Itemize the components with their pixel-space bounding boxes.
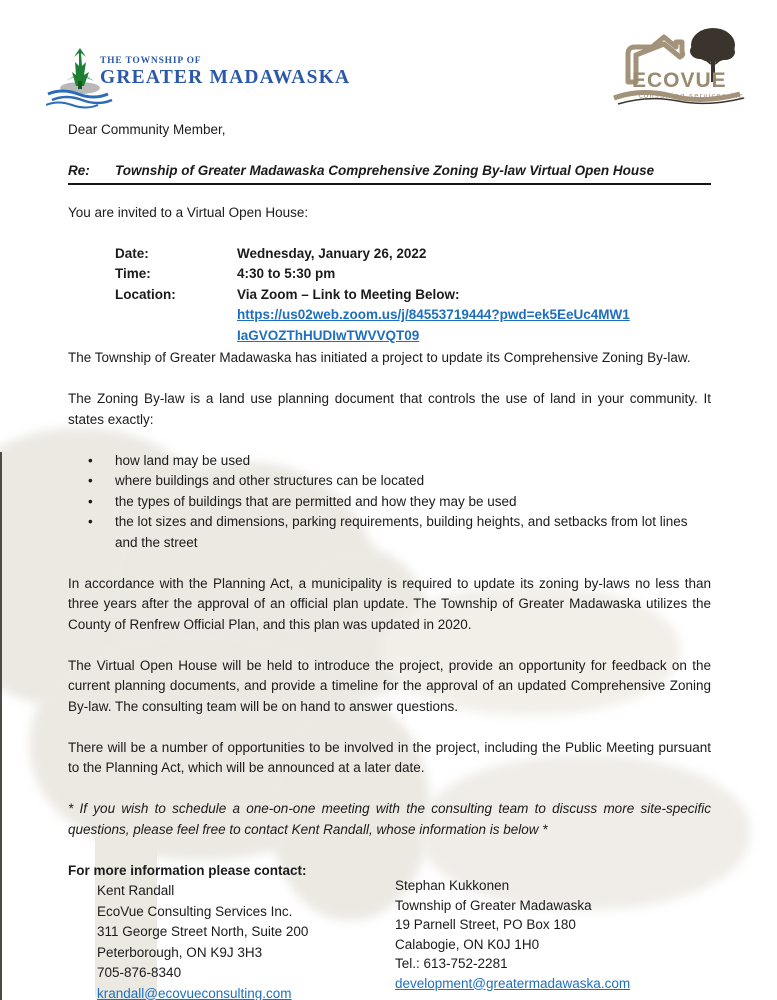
contact-heading: For more information please contact: <box>68 862 307 878</box>
letter-body <box>68 120 711 1000</box>
re-subject: Township of Greater Madawaska Comprehensive Zoning By-law Virtual Open House <box>115 163 655 178</box>
township-logo <box>46 48 351 110</box>
township-logo-line1: THE TOWNSHIP OF <box>100 56 202 66</box>
contact-columns <box>68 878 711 1000</box>
para-zoning-intro: The Zoning By-law is a land use planning document that controls the use of land in your community. It states exactly: <box>68 391 711 427</box>
zoom-link-line1[interactable]: https://us02web.zoom.us/j/84553719444?pwd=ek5EeUc4MW1 <box>237 307 630 322</box>
contact-kent-randall <box>97 881 395 1000</box>
meeting-details <box>115 244 711 349</box>
contact-address1: 19 Parnell Street, PO Box 180 <box>395 917 576 932</box>
contact-org: EcoVue Consulting Services Inc. <box>97 903 293 919</box>
salutation: Dear Community Member, <box>68 122 226 137</box>
detail-time <box>115 264 711 285</box>
contact-address2: Peterborough, ON K9J 3H3 <box>97 944 263 960</box>
location-label: Location: <box>115 286 176 302</box>
township-logo-line2: GREATER MADAWASKA <box>100 67 351 88</box>
scan-edge-artifact <box>0 452 2 1000</box>
time-label: Time: <box>115 266 151 281</box>
invite-intro: You are invited to a Virtual Open House: <box>68 204 309 220</box>
para-open-house: The Virtual Open House will be held to introduce the project, provide an opportunity for feedback on the current planning documents, and provide a timeline for the approval of an updated Comprehensive Zoning By-law. The consulting team will be on hand to answer questions. <box>68 657 711 714</box>
ecovue-logo-tagline: consulting services inc. <box>639 91 748 100</box>
detail-date <box>115 244 711 265</box>
bullet-item: • the types of buildings that are permitted and how they may be used <box>115 492 711 513</box>
para-planning-act: In accordance with the Planning Act, a municipality is required to update its zoning by-laws no less than three years after the approval of an official plan update. The Township of Greater Madawaska utilizes the County of Renfrew Official Plan, and this plan was updated in 2020. <box>68 575 711 632</box>
contact-address1: 311 George Street North, Suite 200 <box>97 924 309 939</box>
para-initiated: The Township of Greater Madawaska has initiated a project to update its Comprehensive Zoning By-law. <box>68 350 691 365</box>
zoning-bullet-list <box>68 451 711 554</box>
contact-phone: 705-876-8340 <box>97 965 182 980</box>
ecovue-logo <box>612 18 757 110</box>
re-subject-line <box>68 161 711 185</box>
zoom-link-row <box>115 305 711 346</box>
re-label: Re: <box>68 163 90 178</box>
contact-name: Stephan Kukkonen <box>395 878 510 893</box>
para-one-on-one: * If you wish to schedule a one-on-one meeting with the consulting team to discuss more site-specific questions, please feel free to contact Kent Randall, whose information is below * <box>68 801 711 837</box>
detail-location <box>115 285 711 306</box>
zoom-meeting-link[interactable] <box>237 305 630 346</box>
email-link-krandall[interactable]: krandall@ecovueconsulting.com <box>97 985 292 1000</box>
date-label: Date: <box>115 245 149 261</box>
para-opportunities: There will be a number of opportunities to be involved in the project, including the Public Meeting pursuant to the Planning Act, which will be announced at a later date. <box>68 739 711 775</box>
ecovue-logo-name: ECOVUE <box>632 69 727 92</box>
zoom-link-line2[interactable]: IaGVOZThHUDIwTWVVQT09 <box>237 327 420 343</box>
bullet-item: • where buildings and other structures can be located <box>115 471 711 492</box>
contact-address2: Calabogie, ON K0J 1H0 <box>395 936 540 952</box>
email-link-development[interactable]: development@greatermadawaska.com <box>395 975 631 991</box>
date-value: Wednesday, January 26, 2022 <box>237 245 427 261</box>
bullet-item: • the lot sizes and dimensions, parking requirements, building heights, and setbacks from lot lines and the street <box>115 512 711 553</box>
contact-org: Township of Greater Madawaska <box>395 897 592 913</box>
time-value: 4:30 to 5:30 pm <box>237 266 336 281</box>
location-value: Via Zoom – Link to Meeting Below: <box>237 286 460 302</box>
contact-stephan-kukkonen <box>395 876 693 1000</box>
contact-name: Kent Randall <box>97 883 175 898</box>
contact-phone: Tel.: 613-752-2281 <box>395 956 508 971</box>
bullet-item: • how land may be used <box>115 451 711 472</box>
